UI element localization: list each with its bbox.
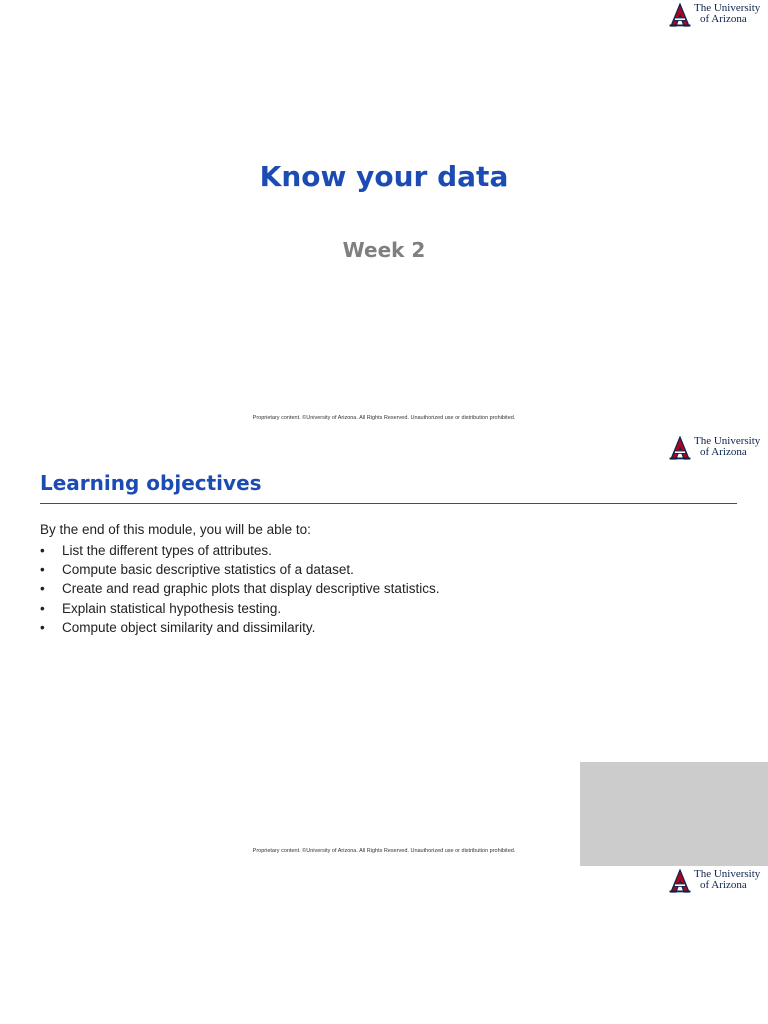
- logo-line-1: The University: [694, 868, 761, 880]
- logo-line-2: of Arizona: [700, 446, 747, 458]
- bullet-icon: •: [40, 581, 45, 597]
- logo-line-2: of Arizona: [700, 879, 747, 891]
- objective-text: Create and read graphic plots that display descriptive statistics.: [62, 581, 440, 597]
- objective-text: Explain statistical hypothesis testing.: [62, 600, 282, 616]
- logo-line-2: of Arizona: [700, 13, 747, 25]
- university-logo: [668, 436, 768, 460]
- objective-text: Compute object similarity and dissimilarity.: [62, 619, 316, 635]
- deck-title: Know your data: [259, 160, 509, 193]
- logo-line-1: The University: [694, 2, 761, 14]
- block-a-icon: [668, 436, 692, 460]
- copyright-footer: Proprietary content. ©University of Arizona. All Rights Reserved. Unauthorized use or distribution prohibited.: [252, 415, 516, 421]
- logo-wordmark: [694, 436, 760, 458]
- university-logo: [668, 3, 768, 27]
- logo-wordmark: [694, 869, 760, 891]
- objectives-intro: By the end of this module, you will be able to:: [40, 522, 311, 537]
- heading-divider: [40, 503, 737, 504]
- bullet-icon: •: [40, 600, 45, 616]
- bullet-icon: •: [40, 619, 45, 635]
- deck-subtitle: Week 2: [342, 238, 426, 262]
- section-heading: Learning objectives: [40, 471, 262, 495]
- university-logo: [668, 869, 768, 893]
- objective-item: [40, 541, 439, 560]
- slide-learning-objectives: [0, 433, 768, 866]
- block-a-icon: [668, 3, 692, 27]
- objective-text: List the different types of attributes.: [62, 543, 272, 558]
- slide-title: [0, 0, 768, 433]
- block-a-icon: [668, 869, 692, 893]
- objective-item: [40, 599, 439, 618]
- objective-text: Compute basic descriptive statistics of a dataset.: [62, 562, 354, 578]
- objective-item: [40, 618, 439, 637]
- bullet-icon: •: [40, 543, 45, 558]
- objectives-list: [40, 541, 439, 637]
- objective-item: [40, 579, 439, 598]
- logo-wordmark: [694, 3, 760, 25]
- bullet-icon: •: [40, 562, 45, 578]
- objective-item: [40, 560, 439, 579]
- logo-line-1: The University: [694, 435, 761, 447]
- copyright-footer: Proprietary content. ©University of Arizona. All Rights Reserved. Unauthorized use or distribution prohibited.: [252, 848, 516, 854]
- slide-next: [0, 866, 768, 1024]
